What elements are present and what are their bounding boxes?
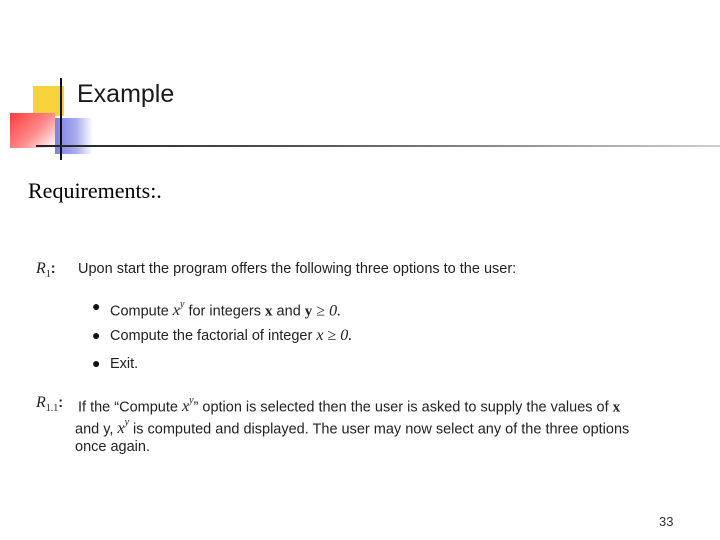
- slide-title: Example: [77, 80, 175, 108]
- option-compute-factorial: Compute the factorial of integer x ≥ 0.: [110, 327, 353, 344]
- option-compute-power: Compute $x^y$ for integers x and y ≥ 0.: [110, 299, 342, 320]
- requirements-heading: Requirements:.: [28, 178, 162, 203]
- r11-line-3: once again.: [75, 439, 150, 455]
- r11-line-1: If the “Compute $x^y$” option is selected then the user is asked to supply the values of x: [78, 395, 621, 416]
- r1-text: Upon start the program offers the following three options to the user:: [78, 261, 517, 277]
- bullet-icon: ●: [92, 298, 101, 314]
- r1-label: $R_1$:: [36, 260, 56, 281]
- option-exit: Exit.: [110, 356, 139, 372]
- bullet-icon: ●: [92, 355, 101, 371]
- r11-label: $R_{1.1}$:: [36, 394, 64, 415]
- bullet-icon: ●: [92, 327, 101, 343]
- page-number: 33: [659, 514, 674, 529]
- r11-line-2: and y, $x^y$ is computed and displayed. The user may now select any of the three options: [75, 417, 630, 438]
